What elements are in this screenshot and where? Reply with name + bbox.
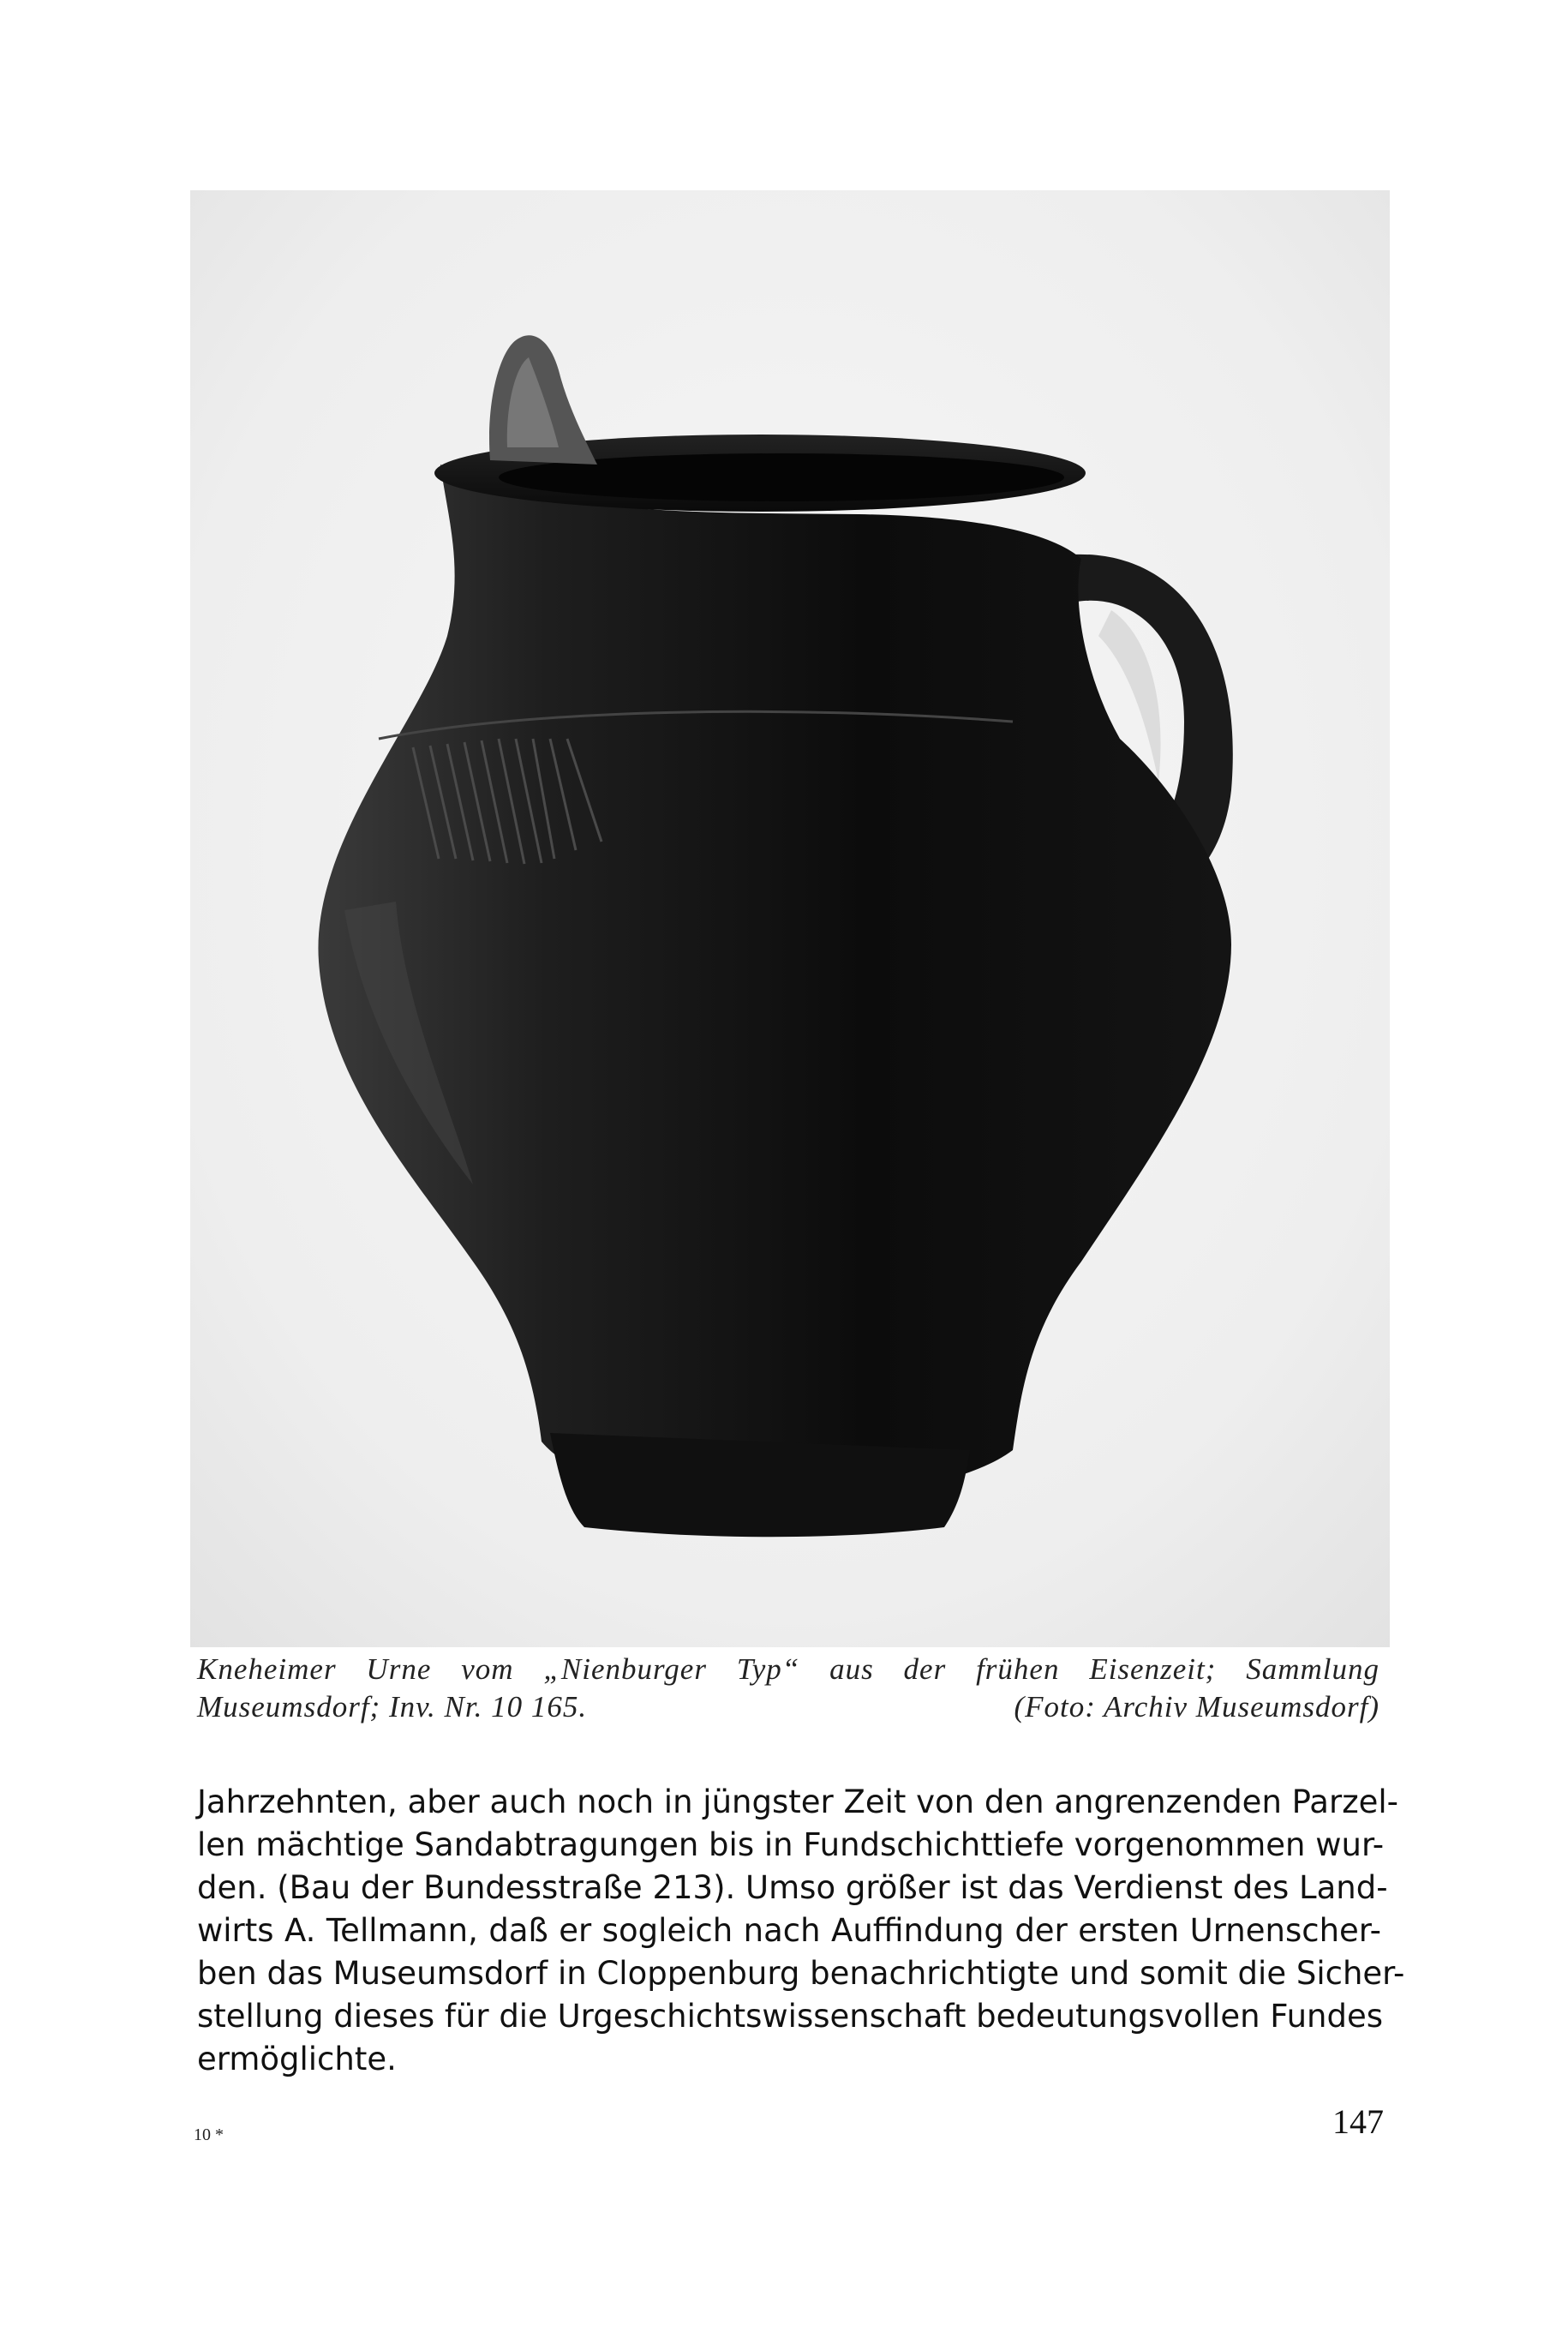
caption-photo-credit: (Foto: Archiv Museumsdorf)	[1014, 1690, 1379, 1724]
body-line: Jahrzehnten, aber auch noch in jüngster Zeit von den angrenzenden Parzel-	[197, 1783, 1399, 1820]
body-line: len mächtige Sandabtragungen bis in Fundschichttiefe vorgenommen wur-	[197, 1826, 1385, 1863]
caption-line-1: Kneheimer Urne vom „Nienburger Typ“ aus der frühen Eisenzeit; Sammlung	[197, 1652, 1379, 1686]
urn-photograph	[190, 190, 1390, 1647]
urn-photo-svg	[190, 190, 1390, 1647]
figure-caption	[197, 1651, 1379, 1726]
page-number: 147	[1332, 2102, 1384, 2141]
body-line: stellung dieses für die Urgeschichtswissenschaft bedeutungsvollen Fundes	[197, 1998, 1383, 2035]
urn-foot	[550, 1433, 970, 1537]
body-line: ben das Museumsdorf in Cloppenburg benachrichtigte und somit die Sicher-	[197, 1955, 1405, 1992]
caption-inventory: Museumsdorf; Inv. Nr. 10 165.	[197, 1690, 588, 1724]
printer-signature: 10 *	[194, 2125, 224, 2144]
body-line: wirts A. Tellmann, daß er sogleich nach Auffindung der ersten Urnenscher-	[197, 1912, 1381, 1949]
caption-line-2	[197, 1688, 1379, 1726]
body-paragraph	[197, 1781, 1405, 2081]
body-line: ermöglichte.	[197, 2041, 397, 2077]
body-line: den. (Bau der Bundesstraße 213). Umso größer ist das Verdienst des Land-	[197, 1869, 1388, 1906]
